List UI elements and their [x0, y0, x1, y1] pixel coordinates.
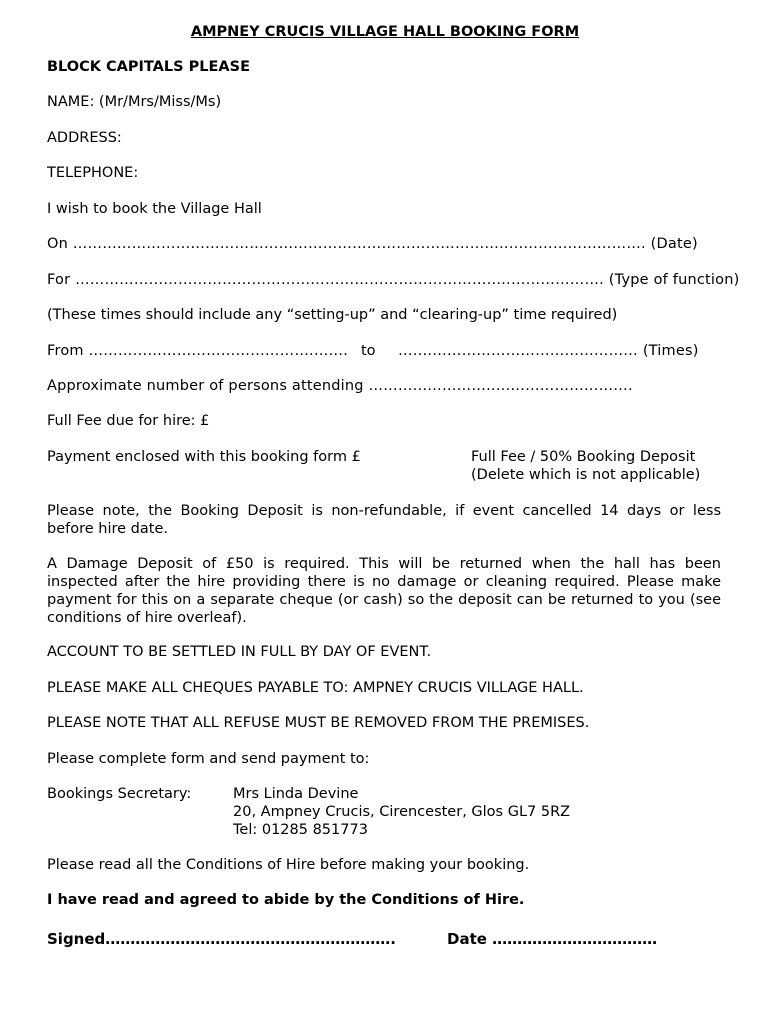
agree-statement: I have read and agreed to abide by the Conditions of Hire. [47, 892, 525, 908]
account-note: ACCOUNT TO BE SETTLED IN FULL BY DAY OF EVENT. [47, 644, 432, 660]
secretary-label: Bookings Secretary: [47, 786, 192, 802]
to-line: …….…………………………………… (Times) [398, 343, 699, 359]
deposit-note: Please note, the Booking Deposit is non-refundable, if event cancelled 14 days or less before hire date. [47, 503, 721, 537]
cheques-note: PLEASE MAKE ALL CHEQUES PAYABLE TO: AMPNEY CRUCIS VILLAGE HALL. [47, 680, 584, 696]
payment-option-text: Full Fee / 50% Booking Deposit [471, 449, 696, 465]
send-note: Please complete form and send payment to: [47, 751, 370, 767]
secretary-telephone: Tel: 01285 851773 [233, 822, 368, 838]
function-line: For …………………………………………………………………………..…………………. (Type of function) [47, 272, 740, 288]
payment-line: Payment enclosed with this booking form £ [47, 449, 361, 465]
block-capitals-heading: BLOCK CAPITALS PLEASE [47, 59, 250, 75]
refuse-note: PLEASE NOTE THAT ALL REFUSE MUST BE REMOVED FROM THE PREMISES. [47, 715, 590, 731]
read-conditions-note: Please read all the Conditions of Hire before making your booking. [47, 857, 530, 873]
form-title: AMPNEY CRUCIS VILLAGE HALL BOOKING FORM [190, 24, 580, 40]
telephone-label: TELEPHONE: [47, 165, 139, 181]
date-signed-line: Date …………………………… [447, 930, 658, 948]
payment-delete-text: (Delete which is not applicable) [471, 467, 701, 483]
name-label: NAME: (Mr/Mrs/Miss/Ms) [47, 94, 222, 110]
full-fee-line: Full Fee due for hire: £ [47, 413, 210, 429]
damage-deposit-note: A Damage Deposit of £50 is required. This will be returned when the hall has been inspected after the hire providing there is no damage or cleaning required. Please make payment for this on a separate cheque (or cash) so the deposit can be returned to you (see conditions of hire overleaf). [47, 556, 721, 626]
secretary-address: 20, Ampney Crucis, Cirencester, Glos GL7 5RZ [233, 804, 571, 820]
payment-options [471, 448, 700, 484]
signed-line: Signed…………………………………………………. [47, 930, 396, 948]
from-line: From ……………………………………….……. [47, 343, 349, 359]
date-line: On ……………………………………………………………………………..………………………. (Date) [47, 236, 698, 252]
times-note: (These times should include any “setting-up” and “clearing-up” time required) [47, 307, 618, 323]
wish-text: I wish to book the Village Hall [47, 201, 262, 217]
address-label: ADDRESS: [47, 130, 122, 146]
secretary-name: Mrs Linda Devine [233, 786, 359, 802]
secretary-details [233, 785, 570, 839]
to-label: to [361, 343, 376, 359]
persons-line: Approximate number of persons attending ……………………..………………………. [47, 378, 633, 394]
